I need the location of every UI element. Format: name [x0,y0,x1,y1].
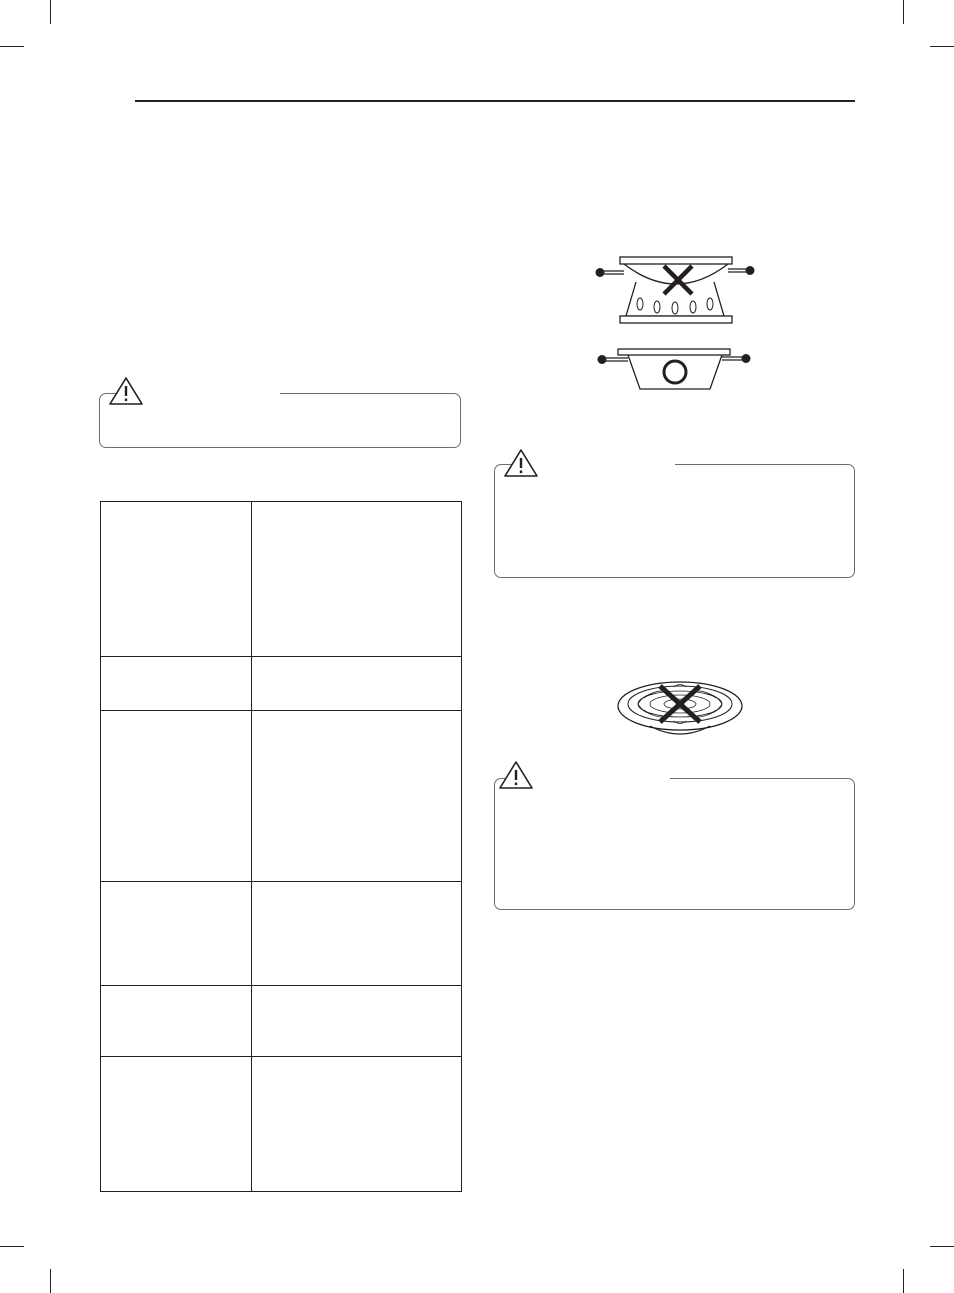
table-row [101,1057,462,1192]
info-table [100,501,462,1192]
table-row [101,711,462,882]
crop-mark-top-right-h [930,46,954,47]
crop-mark-top-left-v [50,0,51,24]
crop-mark-bottom-right-h [930,1246,954,1247]
caution-box-header-gap [515,776,670,782]
crop-mark-bottom-right-v [903,1269,904,1293]
steamer-incorrect-illustration [592,254,758,328]
caution-box-left [99,393,461,448]
crop-mark-top-right-v [903,0,904,24]
warning-icon [498,760,534,790]
dish-correct-illustration [594,346,754,392]
caution-box-right-top [494,464,855,578]
caution-box-right-bottom [494,778,855,910]
crop-mark-bottom-left-v [50,1269,51,1293]
table-row [101,502,462,657]
crop-mark-bottom-left-h [0,1246,24,1247]
crop-mark-top-left-h [0,46,24,47]
header-rule [135,100,855,102]
table-row [101,986,462,1057]
warning-icon [108,376,144,406]
caution-box-header-gap [120,391,280,397]
decorated-plate-incorrect-illustration [614,676,746,740]
warning-icon [503,448,539,478]
table-row [101,882,462,986]
caution-box-header-gap [515,462,675,468]
table-row [101,657,462,711]
